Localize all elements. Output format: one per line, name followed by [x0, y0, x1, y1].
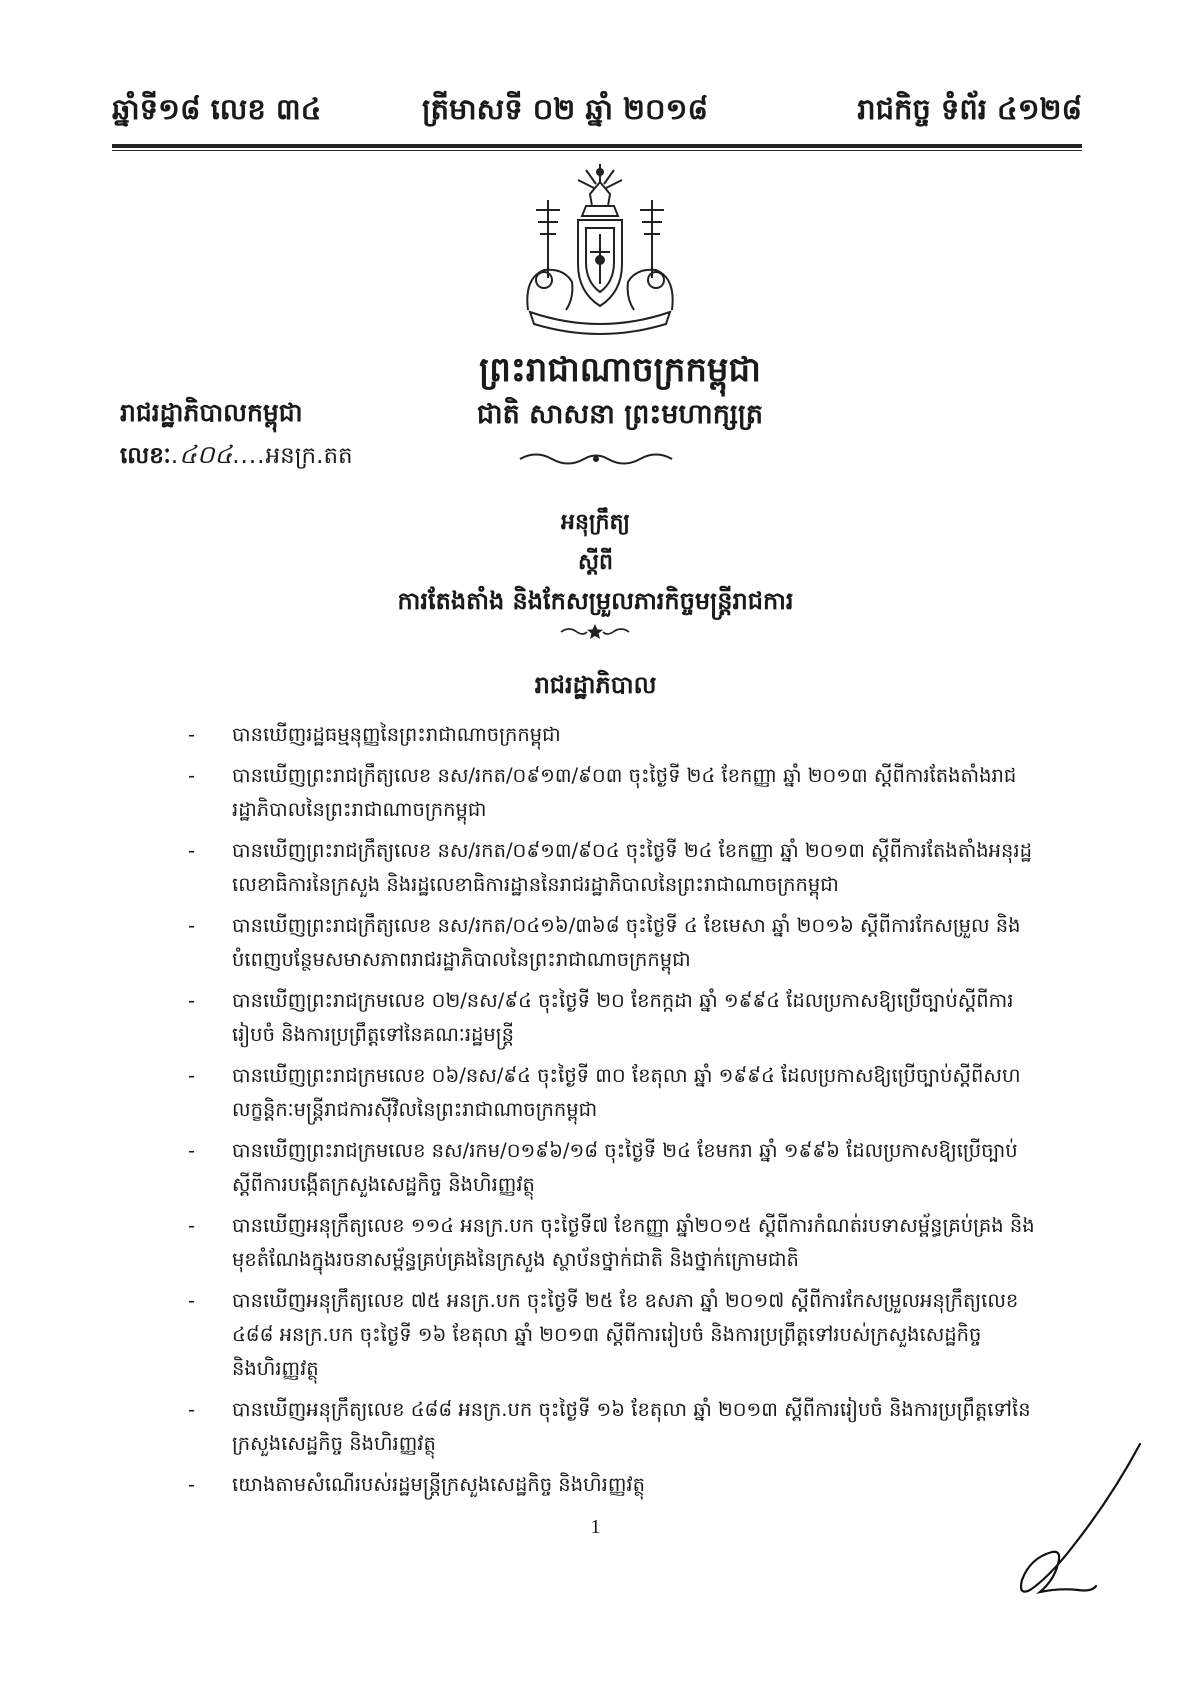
list-item: - បានឃើញព្រះរាជក្រមលេខ ០២/នស/៩៤ ចុះថ្ងៃទី ២០ ខែកក្កដា ឆ្នាំ ១៩៩៤ ដែលប្រកាសឱ្យប្រើច្បាប់ស្តីពីការរៀបចំ និងការប្រព្រឹត្តទៅនៃគណៈរដ្ឋមន្ត្រី: [188, 989, 1014, 1046]
list-item-text: បានឃើញអនុក្រឹត្យលេខ ១១៤ អនក្រ.បក ចុះថ្ងៃទី៧ ខែកញ្ញា ឆ្នាំ២០១៥ ស្តីពីការកំណត់របទាសម្ព័ន្ធគ្រប់គ្រង និងមុខតំណែងក្នុងរចនាសម្ព័ន្ធគ្រប់គ្រងនៃក្រសួង ស្ថាប័នថ្នាក់ជាតិ និងថ្នាក់ក្រោមជាតិ: [232, 1214, 1035, 1271]
list-item: - បានឃើញព្រះរាជក្រឹត្យលេខ នស/រកត/០៩១៣/៩០៣ ចុះថ្ងៃទី ២៤ ខែកញ្ញា ឆ្នាំ ២០១៣ ស្តីពីការតែងតាំងរាជរដ្ឋាភិបាលនៃព្រះរាជាណាចក្រកម្ពុជា: [188, 764, 1017, 821]
ornament-divider-icon: [516, 448, 676, 470]
header-rule: [112, 144, 1082, 148]
gazette-header: [112, 92, 1082, 138]
list-item-text: បានឃើញព្រះរាជក្រឹត្យលេខ នស/រកត/០៩១៣/៩០៣ ចុះថ្ងៃទី ២៤ ខែកញ្ញា ឆ្នាំ ២០១៣ ស្តីពីការតែងតាំងរាជរដ្ឋាភិបាលនៃព្រះរាជាណាចក្រកម្ពុជា: [232, 764, 1017, 821]
gazette-quarter: ត្រីមាសទី ០២ ឆ្នាំ ២០១៨: [422, 92, 709, 126]
reference-label: លេខៈ: [120, 443, 171, 469]
list-item: - បានឃើញព្រះរាជក្រឹត្យលេខ នស/រកត/០៩១៣/៩០៤ ចុះថ្ងៃទី ២៤ ខែកញ្ញា ឆ្នាំ ២០១៣ ស្តីពីការតែងតាំងអនុរដ្ឋលេខាធិការនៃក្រសួង និងរដ្ឋលេខាធិការដ្ឋាននៃរាជរដ្ឋាភិបាលនៃព្រះរាជាណាចក្រកម្ពុជា: [188, 839, 1032, 896]
list-item: - បានឃើញរដ្ឋធម្មនុញ្ញនៃព្រះរាជាណាចក្រកម្ពុជា: [188, 723, 561, 746]
issuing-authority: រាជរដ្ឋាភិបាល: [534, 671, 657, 699]
list-item: - បានឃើញអនុក្រឹត្យលេខ ៤៨៨ អនក្រ.បក ចុះថ្ងៃទី ១៦ ខែតុលា ឆ្នាំ ២០១៣ ស្តីពីការរៀបចំ និងការប្រព្រឹត្តទៅនៃក្រសួងសេដ្ឋកិច្ច និងហិរញ្ញវត្ថុ: [188, 1398, 1031, 1455]
header-rule-thin: [112, 150, 1082, 151]
signature-icon: [1000, 1440, 1150, 1620]
gazette-page: រាជកិច្ច ទំព័រ ៤១២៨: [857, 92, 1082, 126]
list-item: - បានឃើញអនុក្រឹត្យលេខ ៧៥ អនក្រ.បក ចុះថ្ងៃទី ២៥ ខែ ឧសភា ឆ្នាំ ២០១៧ ស្តីពីការកែសម្រួលអនុក្រឹត្យលេខ ៤៨៨ អនក្រ.បក ចុះថ្ងៃទី ១៦ ខែតុលា ឆ្នាំ ២០១៣ ស្តីពីការរៀបចំ និងការប្រព្រឹត្តទៅរបស់ក្រសួងសេដ្ឋកិច្ច និងហិរញ្ញវត្ថុ: [188, 1289, 1019, 1380]
list-item-text: បានឃើញអនុក្រឹត្យលេខ ៤៨៨ អនក្រ.បក ចុះថ្ងៃទី ១៦ ខែតុលា ឆ្នាំ ២០១៣ ស្តីពីការរៀបចំ និងការប្រព្រឹត្តទៅនៃក្រសួងសេដ្ឋកិច្ច និងហិរញ្ញវត្ថុ: [232, 1398, 1031, 1455]
list-item: - បានឃើញព្រះរាជក្រឹត្យលេខ នស/រកត/០៤១៦/៣៦៨ ចុះថ្ងៃទី ៤ ខែមេសា ឆ្នាំ ២០១៦ ស្តីពីការកែសម្រួល និងបំពេញបន្ថែមសមាសភាពរាជរដ្ឋាភិបាលនៃព្រះរាជាណាចក្រកម្ពុជា: [188, 914, 1021, 971]
list-item: - យោងតាមសំណើរបស់រដ្ឋមន្ត្រីក្រសួងសេដ្ឋកិច្ច និងហិរញ្ញវត្ថុ: [188, 1473, 645, 1496]
list-item: - បានឃើញអនុក្រឹត្យលេខ ១១៤ អនក្រ.បក ចុះថ្ងៃទី៧ ខែកញ្ញា ឆ្នាំ២០១៥ ស្តីពីការកំណត់របទាសម្ព័ន្ធគ្រប់គ្រង និងមុខតំណែងក្នុងរចនាសម្ព័ន្ធគ្រប់គ្រងនៃក្រសួង ស្ថាប័នថ្នាក់ជាតិ និងថ្នាក់ក្រោមជាតិ: [188, 1214, 1035, 1271]
list-item-text: បានឃើញព្រះរាជក្រមលេខ នស/រកម/០១៩៦/១៨ ចុះថ្ងៃទី ២៤ ខែមករា ឆ្នាំ ១៩៩៦ ដែលប្រកាសឱ្យប្រើច្បាប់ស្តីពីការបង្កើតក្រសួងសេដ្ឋកិច្ច និងហិរញ្ញវត្ថុ: [232, 1139, 1018, 1196]
document-title: ការតែងតាំង និងកែសម្រួលភារកិច្ចមន្ត្រីរាជការ: [397, 587, 794, 615]
preamble-list: [188, 718, 1048, 1509]
list-item: - បានឃើញព្រះរាជក្រមលេខ នស/រកម/០១៩៦/១៨ ចុះថ្ងៃទី ២៤ ខែមករា ឆ្នាំ ១៩៩៦ ដែលប្រកាសឱ្យប្រើច្បាប់ស្តីពីការបង្កើតក្រសួងសេដ្ឋកិច្ច និងហិរញ្ញវត្ថុ: [188, 1139, 1018, 1196]
list-item: - បានឃើញព្រះរាជក្រមលេខ ០៦/នស/៩៤ ចុះថ្ងៃទី ៣០ ខែតុលា ឆ្នាំ ១៩៩៤ ដែលប្រកាសឱ្យប្រើច្បាប់ស្តីពីសហលក្ខន្តិកៈមន្ត្រីរាជការស៊ីវិលនៃព្រះរាជាណាចក្រកម្ពុជា: [188, 1064, 1021, 1121]
kingdom-title: ព្រះរាជាណាចក្រកម្ពុជា: [479, 350, 761, 390]
star-ornament-icon: [555, 622, 635, 640]
document-about: ស្តីពី: [578, 550, 613, 575]
list-item-text: បានឃើញរដ្ឋធម្មនុញ្ញនៃព្រះរាជាណាចក្រកម្ពុជា: [232, 723, 561, 746]
reference-number: លេខៈ.៤០៤....អនក្រ.តត: [120, 440, 353, 469]
national-motto: ជាតិ សាសនា ព្រះមហាក្សត្រ: [476, 399, 764, 430]
list-item-text: បានឃើញព្រះរាជក្រឹត្យលេខ នស/រកត/០៩១៣/៩០៤ ចុះថ្ងៃទី ២៤ ខែកញ្ញា ឆ្នាំ ២០១៣ ស្តីពីការតែងតាំងអនុរដ្ឋលេខាធិការនៃក្រសួង និងរដ្ឋលេខាធិការដ្ឋាននៃរាជរដ្ឋាភិបាលនៃព្រះរាជាណាចក្រកម្ពុជា: [232, 839, 1032, 896]
list-item-text: បានឃើញព្រះរាជក្រមលេខ ០៦/នស/៩៤ ចុះថ្ងៃទី ៣០ ខែតុលា ឆ្នាំ ១៩៩៤ ដែលប្រកាសឱ្យប្រើច្បាប់ស្តីពីសហលក្ខន្តិកៈមន្ត្រីរាជការស៊ីវិលនៃព្រះរាជាណាចក្រកម្ពុជា: [232, 1064, 1021, 1121]
gazette-issue: ឆ្នាំទី១៨ លេខ ៣៤: [112, 92, 322, 126]
list-item-text: បានឃើញព្រះរាជក្រមលេខ ០២/នស/៩៤ ចុះថ្ងៃទី ២០ ខែកក្កដា ឆ្នាំ ១៩៩៤ ដែលប្រកាសឱ្យប្រើច្បាប់ស្តីពីការរៀបចំ និងការប្រព្រឹត្តទៅនៃគណៈរដ្ឋមន្ត្រី: [232, 989, 1014, 1046]
list-item-text: យោងតាមសំណើរបស់រដ្ឋមន្ត្រីក្រសួងសេដ្ឋកិច្ច និងហិរញ្ញវត្ថុ: [232, 1473, 645, 1496]
list-item-text: បានឃើញព្រះរាជក្រឹត្យលេខ នស/រកត/០៤១៦/៣៦៨ ចុះថ្ងៃទី ៤ ខែមេសា ឆ្នាំ ២០១៦ ស្តីពីការកែសម្រួល និងបំពេញបន្ថែមសមាសភាពរាជរដ្ឋាភិបាលនៃព្រះរាជាណាចក្រកម្ពុជា: [232, 914, 1021, 971]
list-item-text: បានឃើញអនុក្រឹត្យលេខ ៧៥ អនក្រ.បក ចុះថ្ងៃទី ២៥ ខែ ឧសភា ឆ្នាំ ២០១៧ ស្តីពីការកែសម្រួលអនុក្រឹត្យលេខ ៤៨៨ អនក្រ.បក ចុះថ្ងៃទី ១៦ ខែតុលា ឆ្នាំ ២០១៣ ស្តីពីការរៀបចំ និងការប្រព្រឹត្តទៅរបស់ក្រសួងសេដ្ឋកិច្ច និងហិរញ្ញវត្ថុ: [232, 1289, 1019, 1380]
government-name: រាជរដ្ឋាភិបាលកម្ពុជា: [120, 398, 303, 427]
reference-suffix: អនក្រ.តត: [265, 443, 353, 469]
page-number: 1: [590, 1516, 601, 1538]
royal-emblem-icon: [510, 160, 690, 340]
reference-value: ៤០៤: [179, 440, 233, 469]
document-type: អនុក្រឹត្យ: [561, 510, 630, 535]
